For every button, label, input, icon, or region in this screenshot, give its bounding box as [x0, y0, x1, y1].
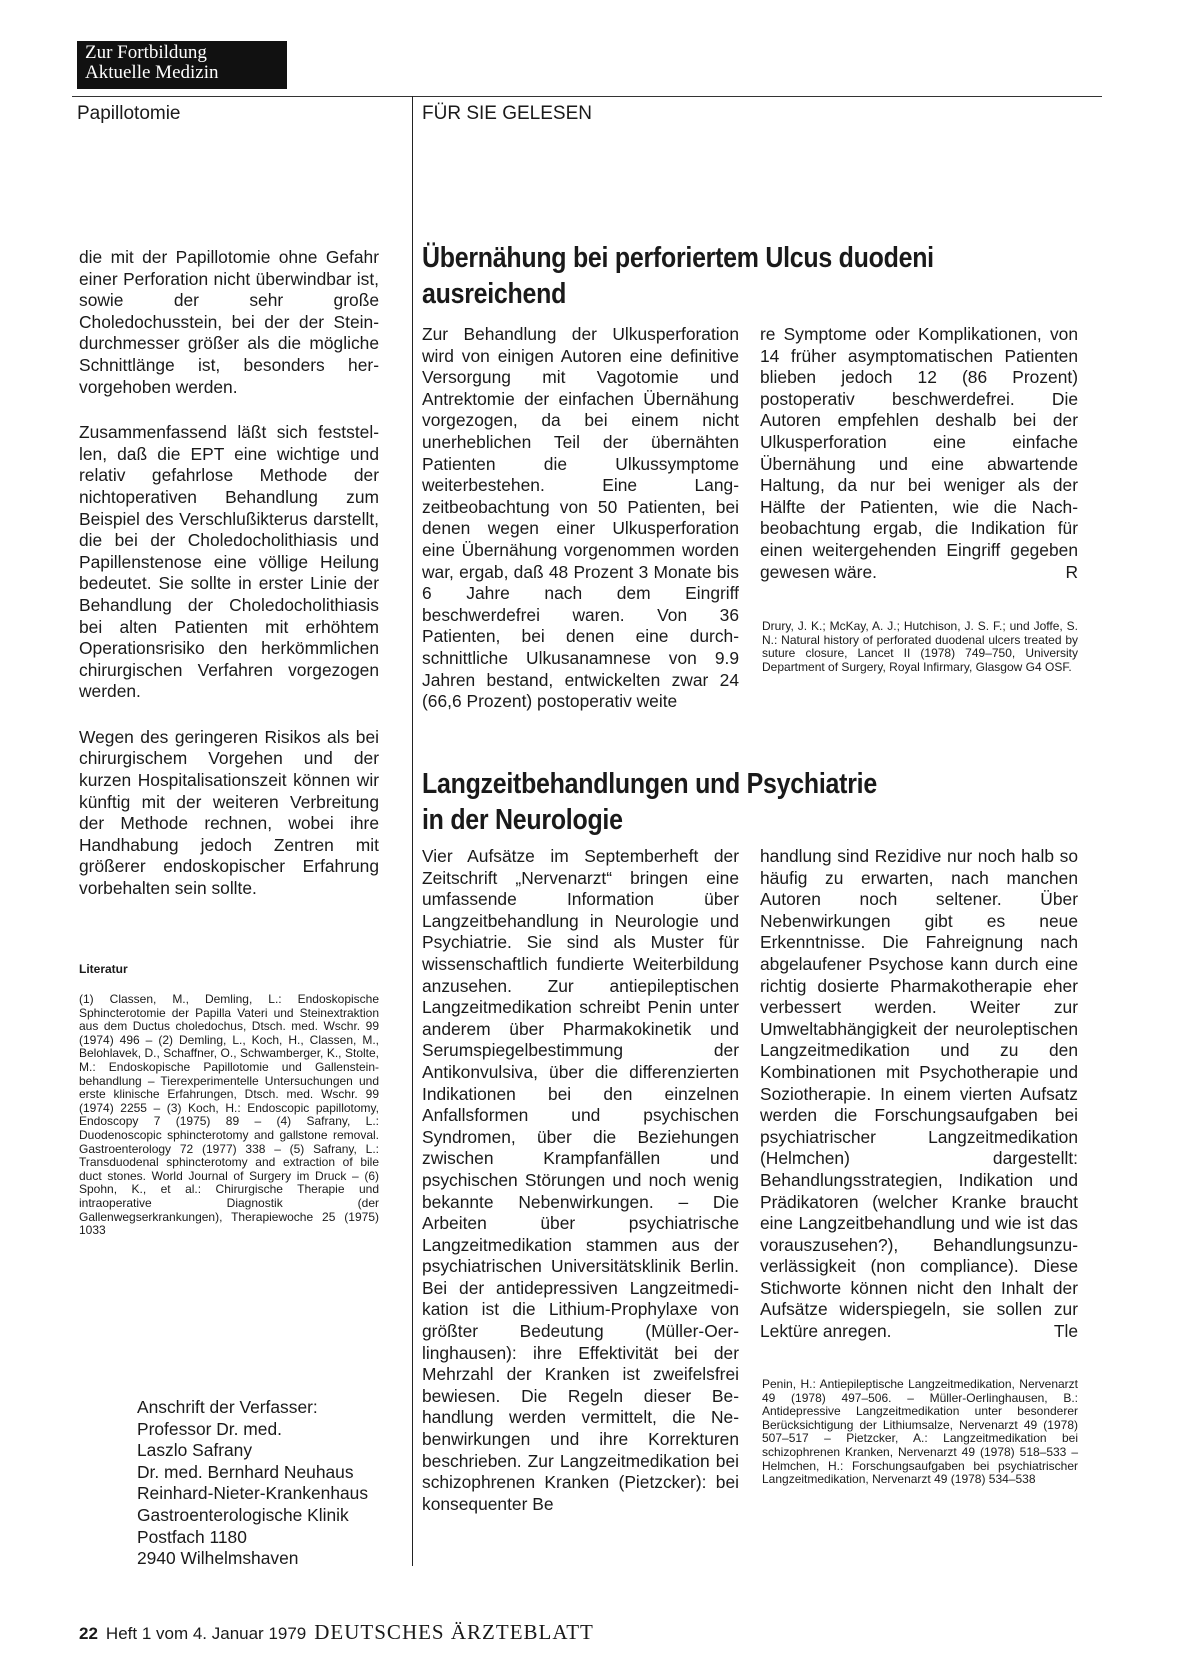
paragraph: Zusammenfassend läßt sich feststellen, daß die EPT eine wichtige und relativ gefahrlose Methode der nichtoperativen Behandlung zum Beispiel des Verschlußikterus darstellt, die bei der Choledocholithiasis und Papillenstenose eine völlige Heilung bedeutet. Sie sollte in erster Linie der Behandlung der Choledocholithiasis bei alten Patienten mit erhöhtem Operationsrisiko den herkömmlichen chirurgischen Verfahren vorgezogen werden.: [79, 422, 379, 702]
top-rule: [72, 96, 1102, 97]
article1-col2-text: re Symptome oder Komplikationen, von 14 früher asymptomatischen Patienten blieben jedoch 12 (86 Prozent) postoperativ beschwerdefrei. Die Autoren empfehlen deshalb bei der Ulkusperforation eine einfache Übernähung und eine abwartende Haltung, da nur bei weniger als der Hälfte der Patienten, wie die Nachbeobachtung ergab, die Indikation für einen weitergehenden Eingriff gegeben gewesen wäre.: [760, 324, 1078, 582]
article2-reference: Penin, H.: Antiepileptische Langzeitmedikation, Nervenarzt 49 (1978) 497–506. – Müller-Oerlinghausen, B.: Antidepressive Langzeitmedikation unter besonderer Berücksichtigung der Lithiumsalze, Nervenarzt 49 (1978) 507–517 – Pietzcker, A.: Langzeitmedikation bei schizophrenen Kranken, Nervenarzt 49 (1978) 518–533 – Helmchen, H.: Forschungsaufgaben bei psychiatrischer Langzeitmedikation, Nervenarzt 49 (1978) 534–538: [762, 1377, 1078, 1487]
right-section-title: FÜR SIE GELESEN: [422, 103, 592, 124]
article1-title-line1: Übernähung bei perforiertem Ulcus duodeni: [422, 242, 934, 274]
article1-column1: [422, 324, 739, 713]
article2-col2-text: handlung sind Rezidive nur noch halb so häufig zu erwarten, nach manchen Autoren noch seltener. Über Nebenwirkungen gibt es neue Erkenntnisse. Die Fahreignung nach abgelaufener Psychose kann durch eine richtig dosierte Pharmakotherapie eher verbessert werden. Weiter zur Umweltabhängigkeit der neuroleptischen Langzeitmedikation und zu den Kombinationen mit Psychotherapie und Soziotherapie. In einem vierten Aufsatz werden die Forschungsaufgaben bei psychiatrischer Langzeitmedikation (Helmchen) dargestellt: Behandlungsstrategien, Indikation und Prädikatoren (welcher Kranke braucht eine Langzeitbehandlung und wie ist das vorauszusehen?), Behandlungsunzuverlässigkeit (non compliance). Diese Stichworte können nicht den Inhalt der Aufsätze widerspiegeln, sie sollen zur Lektüre anregen.: [760, 846, 1078, 1342]
page-footer: [79, 1620, 594, 1645]
left-section-title: Papillotomie: [77, 103, 181, 124]
left-column-text: [79, 247, 379, 900]
column-divider: [412, 96, 413, 1566]
literature-list: (1) Classen, M., Demling, L.: Endoskopische Sphincterotomie der Papilla Vateri und Steinextraktion aus dem Ductus choledochus, Dtsch. med. Wschr. 99 (1974) 496 – (2) Demling, L., Koch, H., Classen, M., Belohlavek, D., Schaffner, O., Schwamberger, K., Stolte, M.: Endoskopische Papillotomie und Gallensteinbehandlung – Tierexperimentelle Untersuchungen und erste klinische Erfahrungen, Dtsch. med. Wschr. 99 (1974) 2255 – (3) Koch, H.: Endoscopic papillotomy, Endoscopy 7 (1975) 89 – (4) Safrany, L.: Duodenoscopic sphincterotomy and gallstone removal. Gastroenterology 72 (1977) 338 – (5) Safrany, L.: Transduodenal sphincterotomy and extraction of bile duct stones. World Journal of Surgery im Druck – (6) Spohn, K., et al.: Chirurgische Therapie und intraoperative Diagnostik (der Gallenwegserkrankungen), Therapiewoche 25 (1975) 1033: [79, 992, 379, 1238]
article2-column2: [760, 846, 1078, 1343]
magazine-name: DEUTSCHES ÄRZTEBLATT: [314, 1620, 594, 1644]
article2-title-line2: in der Neurologie: [422, 804, 623, 836]
article1-signature: R: [1065, 561, 1078, 582]
paragraph: [760, 324, 1078, 583]
masthead-line2: Aktuelle Medizin: [85, 62, 219, 83]
article1-title: [422, 240, 934, 312]
paragraph: [760, 846, 1078, 1343]
page-number: 22: [79, 1624, 98, 1643]
article2-signature: Tle: [1053, 1321, 1078, 1342]
article1-reference: Drury, J. K.; McKay, A. J.; Hutchison, J. S. F.; und Joffe, S. N.: Natural history of perforated duodenal ulcers treated by suture closure, Lancet II (1978) 749–750, University Department of Surgery, Royal Infirmary, Glasgow G4 OSF.: [762, 619, 1078, 674]
article1-column2: [760, 324, 1078, 583]
issue-info: Heft 1 vom 4. Januar 1979: [105, 1624, 307, 1643]
paragraph: Wegen des geringeren Risikos als bei chirurgischem Vorgehen und der kurzen Hospitalisationszeit können wir künftig mit der weiteren Verbreitung der Methode rechnen, wobei ihre Handhabung jedoch Zentren mit größerer endoskopischer Erfahrung vorbehalten sein sollte.: [79, 726, 379, 899]
masthead-line1: Zur Fortbildung: [85, 42, 207, 63]
article2-column1: [422, 846, 739, 1515]
masthead: [77, 41, 287, 89]
paragraph: Zur Behandlung der Ulkusperforation wird von einigen Autoren eine definitive Versorgung mit Vagotomie und Antrektomie der einfachen Übernähung vorgezogen, da bei einem nicht unerheblichen Teil der übernähten Patienten die Ulkussymptome weiterbestehen. Eine Langzeitbeobachtung von 50 Patienten, bei denen wegen einer Ulkusperforation eine Übernähung vorgenommen worden war, ergab, daß 48 Prozent 3 Monate bis 6 Jahre nach dem Eingriff beschwerdefrei waren. Von 36 Patienten, bei denen eine durchschnittliche Ulkusanamnese von 9.9 Jahren bestand, entwickelten zwar 24 (66,6 Prozent) postoperativ weite: [422, 324, 739, 712]
article2-title: [422, 766, 877, 838]
paragraph: die mit der Papillotomie ohne Gefahr einer Perforation nicht überwindbar ist, sowie der sehr große Choledochusstein, bei der der Steindurchmesser größer als die mögliche Schnittlänge ist, besonders hervorgehoben werden.: [79, 247, 379, 397]
literature-heading: Literatur: [79, 962, 128, 976]
paragraph: Vier Aufsätze im Septemberheft der Zeitschrift „Nervenarzt“ bringen eine umfassende Information über Langzeitbehandlung in Neurologie und Psychiatrie. Sie sind als Muster für wissenschaftlich fundierte Weiterbildung anzusehen. Zur antiepileptischen Langzeitmedikation schreibt Penin unter anderem über Pharmakokinetik und Serumspiegelbestimmung der Antikonvulsiva, über die differenzierten Indikationen bei den einzelnen Anfallsformen und psychischen Syndromen, über die Beziehungen zwischen Krampfanfällen und psychischen Störungen und noch wenig bekannte Nebenwirkungen. – Die Arbeiten über psychiatrische Langzeitmedikation stammen aus der psychiatrischen Universitätsklinik Berlin. Bei der antidepressiven Langzeitmedikation ist die Lithium-Prophylaxe von größter Bedeutung (Müller-Oerlinghausen): ihre Effektivität bei der Mehrzahl der Kranken ist zweifelsfrei bewiesen. Die Regeln dieser Behandlung werden vermittelt, die Nebenwirkungen und ihre Korrekturen beschrieben. Zur Langzeitmedikation bei schizophrenen Kranken (Pietzcker): bei konsequenter Be: [422, 846, 739, 1514]
author-address: Anschrift der Verfasser: Professor Dr. med. Laszlo Safrany Dr. med. Bernhard Neuhaus Reinhard-Nieter-Krankenhaus Gastroenterologische Klinik Postfach 1180 2940 Wilhelmshaven: [137, 1397, 369, 1569]
article2-title-line1: Langzeitbehandlungen und Psychiatrie: [422, 768, 877, 800]
article1-title-line2: ausreichend: [422, 278, 567, 310]
